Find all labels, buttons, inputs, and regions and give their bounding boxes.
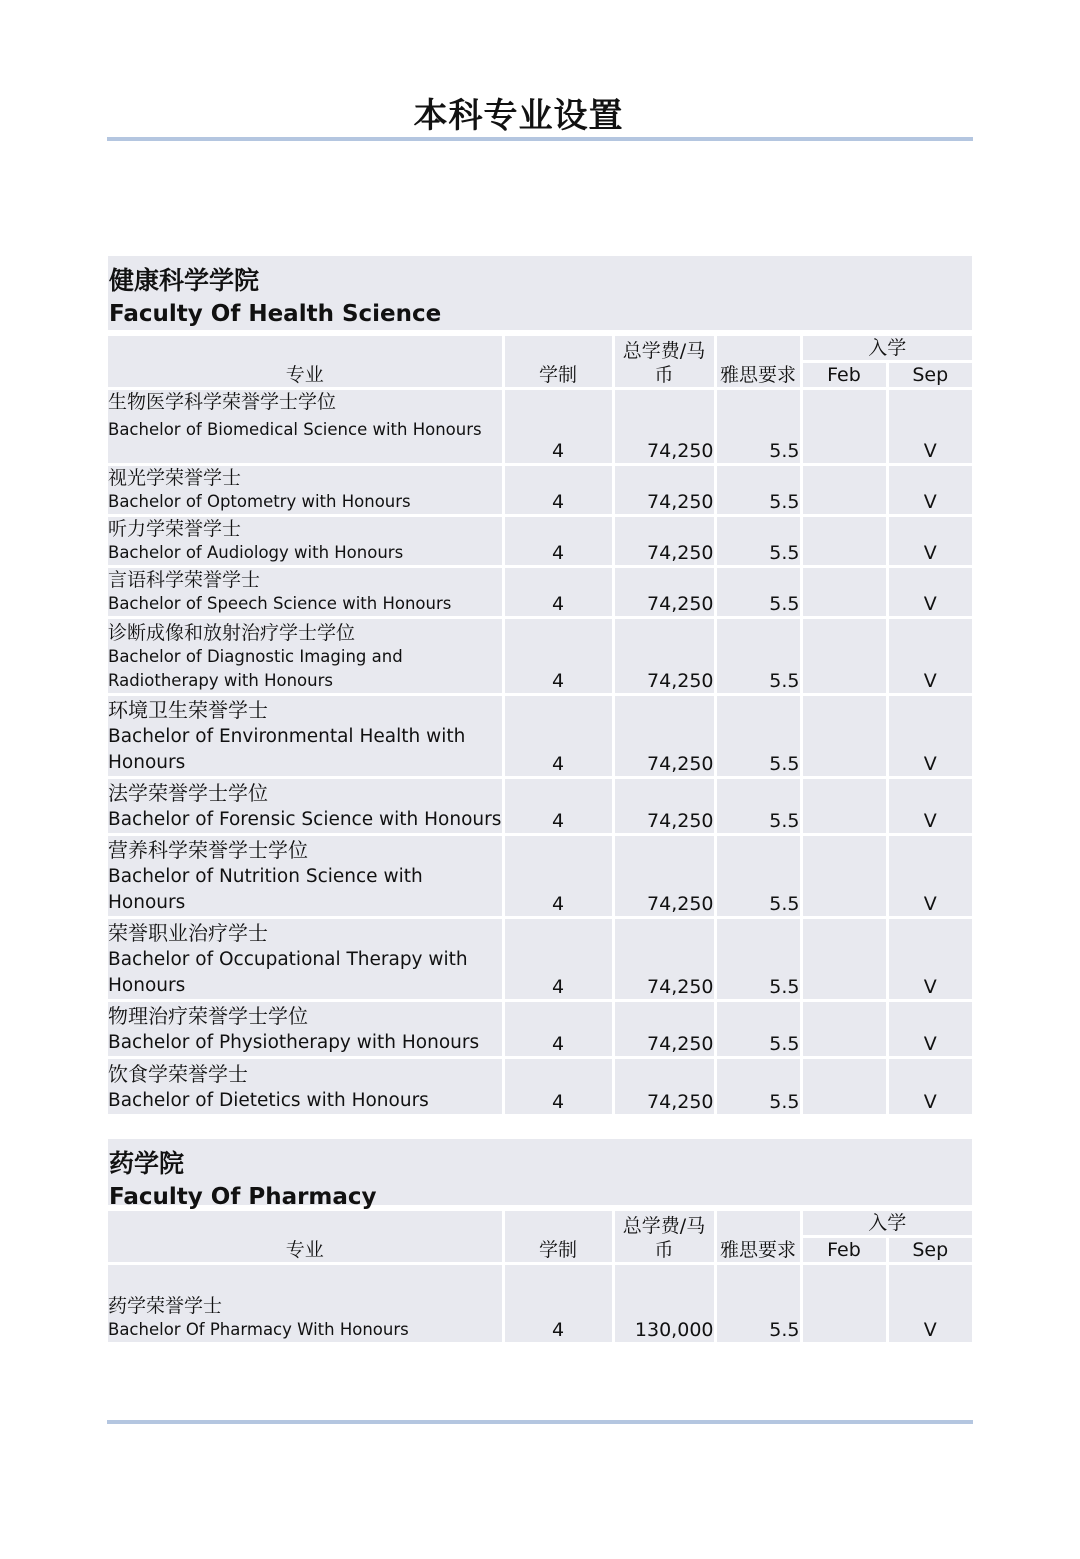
header-sep: Sep: [887, 1237, 972, 1264]
intake-feb: [801, 1264, 887, 1342]
header-intake: 入学: [801, 1210, 972, 1237]
header-duration: 学制: [503, 335, 613, 389]
header-ielts: 雅思要求: [715, 1210, 801, 1264]
course-fee: 74,250: [613, 618, 715, 695]
course-fee: 74,250: [613, 918, 715, 1001]
table-row: [108, 1058, 972, 1114]
intake-feb: [801, 618, 887, 695]
course-duration: 4: [503, 465, 613, 516]
course-name-zh: 荣誉职业治疗学士: [108, 921, 268, 945]
course-name-zh: 物理治疗荣誉学士学位: [108, 1004, 308, 1028]
intake-sep: V: [887, 567, 972, 618]
course-name-cell: [108, 389, 503, 465]
header-sep: Sep: [887, 362, 972, 389]
course-name-en: Bachelor of Diagnostic Imaging and Radiotherapy with Honours: [108, 647, 403, 690]
course-duration: 4: [503, 1001, 613, 1058]
course-name-zh: 药学荣誉学士: [108, 1294, 223, 1317]
course-name-cell: [108, 1001, 503, 1058]
table-row: [108, 1001, 972, 1058]
course-ielts: 5.5: [715, 1264, 801, 1342]
faculty-name-en: Faculty Of Pharmacy: [109, 1184, 377, 1210]
course-name-en: Bachelor of Environmental Health with Honours: [108, 726, 466, 773]
course-name-zh: 言语科学荣誉学士: [108, 569, 261, 591]
courses-table: [108, 1208, 972, 1342]
course-name-en: Bachelor of Occupational Therapy with Honours: [108, 949, 468, 996]
course-ielts: 5.5: [715, 835, 801, 918]
intake-sep: V: [887, 835, 972, 918]
course-name-en: Bachelor of Dietetics with Honours: [108, 1089, 429, 1111]
header-total-fee: 总学费/马币: [613, 1210, 715, 1264]
course-name-en: Bachelor of Nutrition Science with Honours: [108, 866, 423, 913]
table-row: [108, 918, 972, 1001]
course-ielts: 5.5: [715, 567, 801, 618]
header-major: 专业: [108, 1210, 503, 1264]
table-row: [108, 465, 972, 516]
course-name-en: Bachelor Of Pharmacy With Honours: [108, 1319, 409, 1339]
header-ielts: 雅思要求: [715, 335, 801, 389]
course-duration: 4: [503, 695, 613, 778]
course-name-zh: 听力学荣誉学士: [108, 518, 242, 540]
footer-divider: [107, 1420, 973, 1424]
course-ielts: 5.5: [715, 618, 801, 695]
course-fee: 74,250: [613, 465, 715, 516]
course-name-cell: [108, 1264, 503, 1342]
course-fee: 74,250: [613, 567, 715, 618]
faculty-name-zh: 健康科学学院: [109, 266, 260, 295]
table-row: [108, 835, 972, 918]
table-row: [108, 695, 972, 778]
page-title: 本科专业设置: [413, 96, 624, 136]
table-row: [108, 567, 972, 618]
header-intake: 入学: [801, 335, 972, 362]
intake-sep: V: [887, 389, 972, 465]
faculty-section-pharmacy: [108, 1139, 972, 1342]
intake-feb: [801, 1001, 887, 1058]
course-name-cell: [108, 465, 503, 516]
table-row: [108, 516, 972, 567]
course-fee: 74,250: [613, 695, 715, 778]
course-name-en: Bachelor of Speech Science with Honours: [108, 594, 452, 613]
course-name-cell: [108, 695, 503, 778]
course-fee: 74,250: [613, 1058, 715, 1114]
course-duration: 4: [503, 618, 613, 695]
course-ielts: 5.5: [715, 465, 801, 516]
course-fee: 74,250: [613, 835, 715, 918]
course-ielts: 5.5: [715, 695, 801, 778]
course-fee: 74,250: [613, 389, 715, 465]
course-fee: 74,250: [613, 778, 715, 835]
table-row: [108, 1264, 972, 1342]
intake-feb: [801, 778, 887, 835]
intake-feb: [801, 1058, 887, 1114]
intake-sep: V: [887, 778, 972, 835]
course-name-zh: 饮食学荣誉学士: [108, 1061, 248, 1086]
course-duration: 4: [503, 835, 613, 918]
course-fee: 74,250: [613, 1001, 715, 1058]
intake-feb: [801, 465, 887, 516]
header-feb: Feb: [801, 1237, 887, 1264]
course-name-zh: 诊断成像和放射治疗学士学位: [108, 622, 356, 644]
table-header-row: [108, 1210, 972, 1237]
course-ielts: 5.5: [715, 1001, 801, 1058]
course-name-zh: 环境卫生荣誉学士: [108, 698, 268, 722]
course-duration: 4: [503, 516, 613, 567]
faculty-section-health-science: [108, 256, 972, 1114]
course-name-en: Bachelor of Forensic Science with Honours: [108, 809, 502, 830]
intake-feb: [801, 835, 887, 918]
header-feb: Feb: [801, 362, 887, 389]
course-ielts: 5.5: [715, 918, 801, 1001]
courses-table: [108, 333, 972, 1114]
course-name-cell: [108, 516, 503, 567]
course-name-en: Bachelor of Biomedical Science with Honours: [108, 420, 482, 439]
course-duration: 4: [503, 567, 613, 618]
faculty-name-en: Faculty Of Health Science: [109, 301, 442, 327]
course-ielts: 5.5: [715, 1058, 801, 1114]
course-name-cell: [108, 1058, 503, 1114]
course-duration: 4: [503, 1058, 613, 1114]
course-name-en: Bachelor of Optometry with Honours: [108, 492, 411, 511]
table-row: [108, 389, 972, 465]
course-fee: 130,000: [613, 1264, 715, 1342]
course-name-cell: [108, 918, 503, 1001]
intake-sep: V: [887, 1058, 972, 1114]
header-major: 专业: [108, 335, 503, 389]
table-row: [108, 778, 972, 835]
course-name-cell: [108, 835, 503, 918]
intake-feb: [801, 389, 887, 465]
course-name-en: Bachelor of Physiotherapy with Honours: [108, 1032, 480, 1053]
course-name-cell: [108, 778, 503, 835]
course-name-cell: [108, 567, 503, 618]
header-divider: [107, 137, 973, 141]
course-name-zh: 生物医学科学荣誉学士学位: [108, 391, 337, 413]
faculty-header: [108, 1139, 972, 1210]
course-name-en: Bachelor of Audiology with Honours: [108, 543, 404, 562]
course-name-cell: [108, 618, 503, 695]
intake-sep: V: [887, 1264, 972, 1342]
course-duration: 4: [503, 778, 613, 835]
course-name-zh: 法学荣誉学士学位: [108, 781, 268, 805]
header-duration: 学制: [503, 1210, 613, 1264]
faculty-name-zh: 药学院: [109, 1149, 185, 1178]
course-ielts: 5.5: [715, 778, 801, 835]
intake-feb: [801, 918, 887, 1001]
course-duration: 4: [503, 1264, 613, 1342]
faculty-header: [108, 256, 972, 330]
header-total-fee: 总学费/马币: [613, 335, 715, 389]
intake-sep: V: [887, 465, 972, 516]
intake-sep: V: [887, 1001, 972, 1058]
intake-feb: [801, 695, 887, 778]
intake-sep: V: [887, 695, 972, 778]
intake-feb: [801, 567, 887, 618]
intake-sep: V: [887, 618, 972, 695]
course-ielts: 5.5: [715, 389, 801, 465]
course-duration: 4: [503, 918, 613, 1001]
intake-sep: V: [887, 918, 972, 1001]
course-name-zh: 视光学荣誉学士: [108, 467, 242, 489]
table-row: [108, 618, 972, 695]
table-header-row: [108, 335, 972, 362]
course-fee: 74,250: [613, 516, 715, 567]
intake-sep: V: [887, 516, 972, 567]
course-duration: 4: [503, 389, 613, 465]
intake-feb: [801, 516, 887, 567]
course-ielts: 5.5: [715, 516, 801, 567]
course-name-zh: 营养科学荣誉学士学位: [108, 838, 308, 862]
